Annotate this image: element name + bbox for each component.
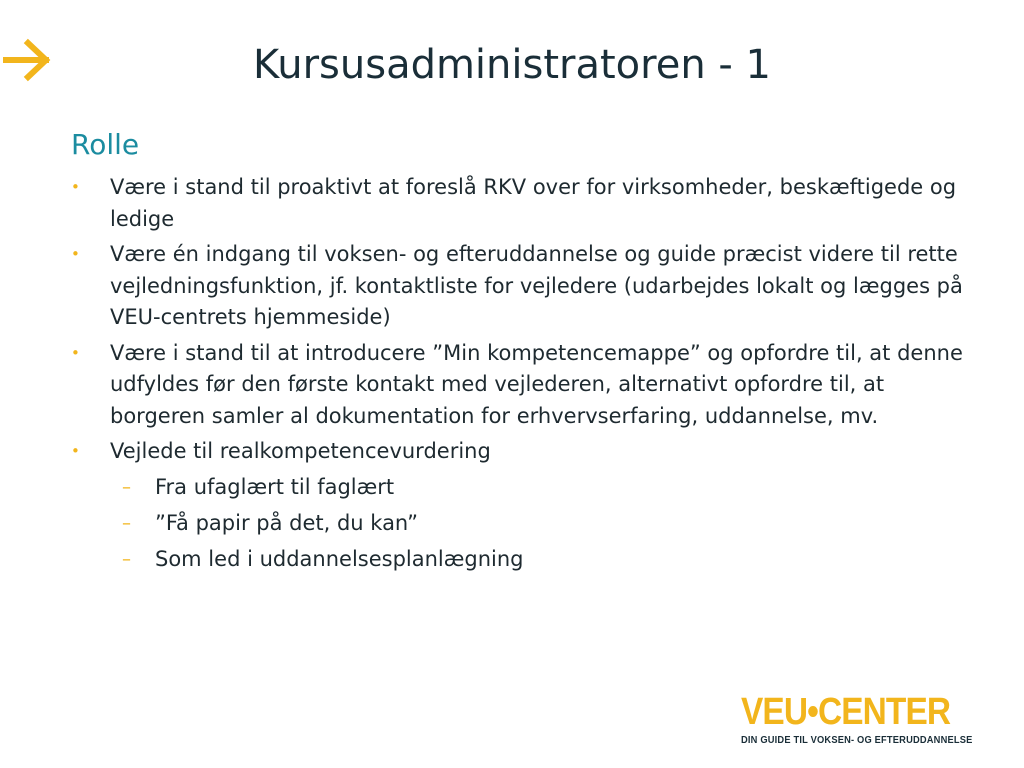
sub-bullet-text: ”Få papir på det, du kan” xyxy=(155,510,418,535)
bullet-dot-icon: • xyxy=(71,442,80,460)
slide-title: Kursusadministratoren - 1 xyxy=(253,42,771,88)
sub-bullet-list xyxy=(110,471,971,576)
veu-center-logo xyxy=(741,692,977,750)
logo-tagline: DIN GUIDE TIL VOKSEN- OG EFTERUDDANNELSE xyxy=(741,735,973,746)
sub-bullet-item xyxy=(110,507,971,540)
bullet-item xyxy=(71,172,971,235)
bullet-dot-icon: • xyxy=(71,343,80,362)
logo-wordmark: VEU•CENTER xyxy=(741,691,951,733)
bullet-item xyxy=(71,436,971,576)
bullet-list xyxy=(71,172,971,580)
sub-bullet-text: Fra ufaglært til faglært xyxy=(155,474,395,499)
dash-icon: – xyxy=(122,548,131,570)
sub-bullet-item xyxy=(110,471,971,504)
bullet-dot-icon: • xyxy=(71,178,80,196)
bullet-item xyxy=(71,338,971,433)
dash-icon: – xyxy=(122,512,131,534)
bullet-item xyxy=(71,239,971,334)
sub-bullet-item xyxy=(110,543,971,576)
bullet-text: Være i stand til proaktivt at foreslå RKV over for virksomheder, beskæftigede og ledige xyxy=(110,175,957,231)
sub-bullet-text: Som led i uddannelsesplanlægning xyxy=(155,546,524,571)
dash-icon: – xyxy=(122,476,131,498)
bullet-text: Vejlede til realkompetencevurdering xyxy=(110,439,491,463)
section-heading: Rolle xyxy=(71,128,140,161)
bullet-text: Være i stand til at introducere ”Min kompetencemappe” og opfordre til, at denne udfyldes før den første kontakt med vejlederen, alternativt opfordre til, at borgeren samler al dokumentation for erhvervserfaring, uddannelse, mv. xyxy=(110,340,963,428)
bullet-dot-icon: • xyxy=(71,245,80,263)
bullet-text: Være én indgang til voksen- og efteruddannelse og guide præcist videre til rette vejledningsfunktion, jf. kontaktliste for vejledere (udarbejdes lokalt og lægges på VEU-centrets hjemmeside) xyxy=(110,242,963,329)
